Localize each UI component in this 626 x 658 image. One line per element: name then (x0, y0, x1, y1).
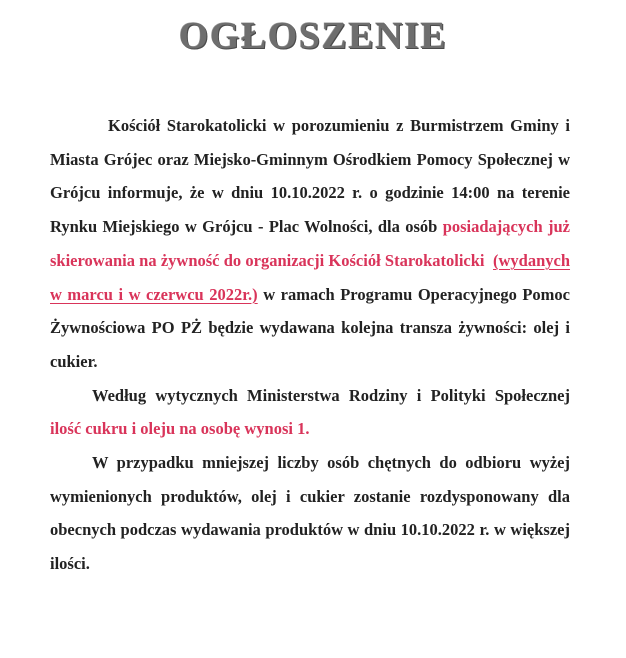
page-title: OGŁOSZENIE (178, 15, 448, 57)
announcement-body (50, 109, 570, 581)
paragraph-3 (50, 446, 570, 581)
paragraph-2-text: Według wytycznych Ministerstwa Rodziny i Polityki Społecznej (92, 385, 570, 405)
highlight-referrals: posiadających już skierowania na żywność do organizacji Kościół Starokatolicki (50, 217, 571, 270)
paragraph-2 (50, 379, 570, 446)
highlight-spacer (485, 251, 493, 270)
paragraph-1-text: Kościół Starokatolicki w porozumieniu z Burmistrzem Gminy i Miasta Grójec oraz Miejsko-Gminnym Ośrodkiem Pomocy Społecznej w Grójcu informuje, że w dniu 10.10.2022 r. o godzinie 14:00 na terenie Rynku Miejskiego w Grójcu - Plac Wolności, dla osób (50, 116, 570, 237)
paragraph-1-text-end: w ramach Programu Operacyjnego Pomoc Żywnościowa PO PŻ będzie wydawana kolejna transza żywności: olej i cukier. (50, 284, 570, 371)
paragraph-3-text: W przypadku mniejszej liczby osób chętnych do odbioru wyżej wymienionych produktów, olej i cukier zostanie rozdysponowany dla obecnych podczas wydawania produktów w dniu 10.10.2022 r. w większej ilości. (50, 453, 570, 574)
highlight-issue-dates: (wydanych w marcu i w czerwcu 2022r.) (50, 250, 571, 304)
paragraph-1 (50, 109, 570, 379)
highlight-quantity: ilość cukru i oleju na osobę wynosi 1. (50, 419, 310, 439)
